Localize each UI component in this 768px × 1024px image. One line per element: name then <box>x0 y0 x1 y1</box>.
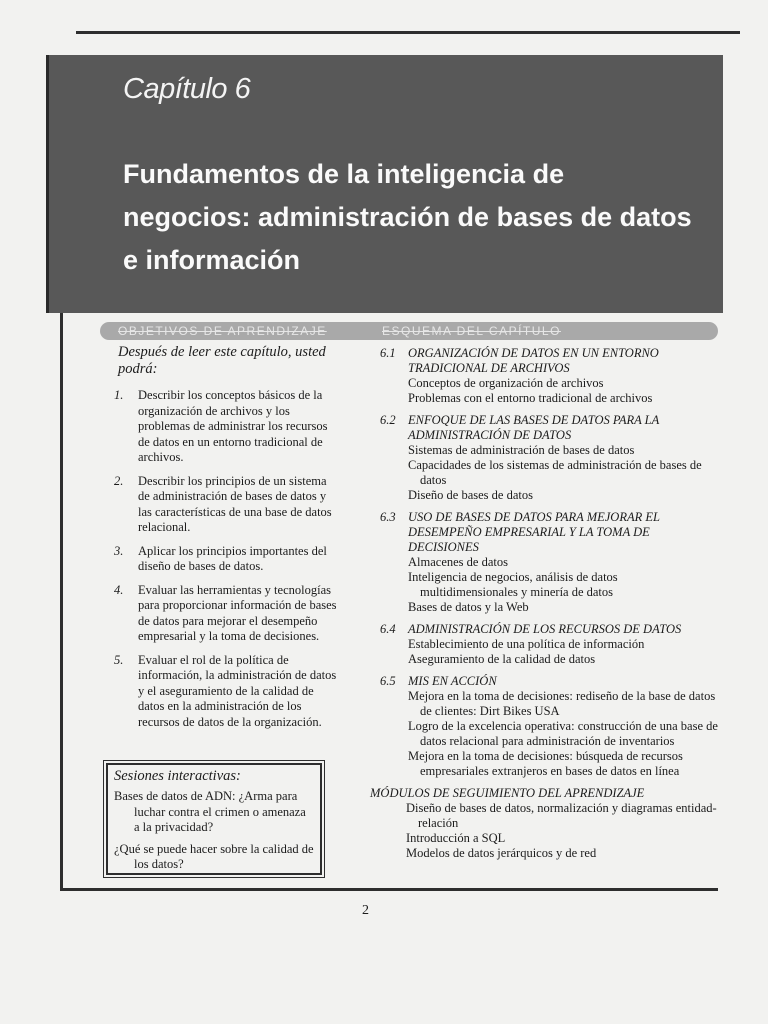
section-title: ENFOQUE DE LAS BASES DE DATOS PARA LA ADMINISTRACIÓN DE DATOS <box>408 413 660 442</box>
objectives-heading: OBJETIVOS DE APRENDIZAJE <box>118 324 327 338</box>
section-item: Mejora en la toma de decisiones: búsqueda de recursos empresariales extranjeros en bases de datos en línea <box>408 749 683 778</box>
objective-number: 5. <box>114 652 124 667</box>
modules-title: MÓDULOS DE SEGUIMIENTO DEL APRENDIZAJE <box>370 786 645 800</box>
section-item: Conceptos de organización de archivos <box>408 376 604 390</box>
section-item: Mejora en la toma de decisiones: rediseño de la base de datos de clientes: Dirt Bikes USA <box>408 689 716 718</box>
objective-item <box>106 544 338 575</box>
learning-objectives <box>106 344 338 738</box>
section-title: ADMINISTRACIÓN DE LOS RECURSOS DE DATOS <box>408 622 682 636</box>
section-title: MIS EN ACCIÓN <box>408 674 497 688</box>
chapter-outline <box>370 346 718 861</box>
session-item: Bases de datos de ADN: ¿Arma para luchar contra el crimen o amenaza a la privacidad? <box>114 789 306 834</box>
page-number: 2 <box>362 903 369 918</box>
page-frame-left <box>60 313 63 891</box>
section-item: Diseño de bases de datos <box>408 488 533 502</box>
module-item: Diseño de bases de datos, normalización y diagramas entidad-relación <box>406 801 717 830</box>
outline-heading: ESQUEMA DEL CAPÍTULO <box>382 324 561 338</box>
objective-item <box>106 583 338 645</box>
chapter-title: Fundamentos de la inteligencia de negocios: administración de bases de datos e información <box>123 159 692 275</box>
objective-text: Aplicar los principios importantes del diseño de bases de datos. <box>138 543 327 573</box>
section-number: 6.4 <box>380 622 396 636</box>
section-item: Inteligencia de negocios, análisis de datos multidimensionales y minería de datos <box>408 570 618 599</box>
outline-section <box>380 413 718 503</box>
objective-text: Describir los conceptos básicos de la organización de archivos y los problemas de administrar los recursos de datos en un entorno tradicional de archivos. <box>138 388 328 464</box>
module-item: Introducción a SQL <box>406 831 506 845</box>
section-item: Aseguramiento de la calidad de datos <box>408 652 596 666</box>
objective-number: 3. <box>114 543 124 558</box>
objective-item <box>106 474 338 536</box>
outline-section <box>380 510 718 615</box>
objective-item <box>106 653 338 731</box>
section-title: USO DE BASES DE DATOS PARA MEJORAR EL DESEMPEÑO EMPRESARIAL Y LA TOMA DE DECISIONES <box>408 510 660 554</box>
interactive-sessions-box <box>106 763 322 875</box>
section-item: Capacidades de los sistemas de administración de bases de datos <box>408 458 702 487</box>
chapter-label: Capítulo 6 <box>123 73 251 105</box>
session-item: ¿Qué se puede hacer sobre la calidad de los datos? <box>114 841 314 871</box>
outline-section <box>380 346 718 406</box>
outline-section <box>380 622 718 667</box>
learning-modules <box>370 786 718 861</box>
section-item: Establecimiento de una política de información <box>408 637 645 651</box>
objective-number: 2. <box>114 473 124 488</box>
section-number: 6.3 <box>380 510 396 524</box>
section-number: 6.5 <box>380 674 396 688</box>
module-item: Modelos de datos jerárquicos y de red <box>406 846 597 860</box>
chapter-header <box>46 55 723 313</box>
page-frame-top <box>76 31 740 34</box>
section-item: Sistemas de administración de bases de datos <box>408 443 635 457</box>
section-item: Logro de la excelencia operativa: construcción de una base de datos relacional para administración de inventarios <box>408 719 718 748</box>
section-item: Bases de datos y la Web <box>408 600 529 614</box>
section-title: ORGANIZACIÓN DE DATOS EN UN ENTORNO TRADICIONAL DE ARCHIVOS <box>408 346 659 375</box>
objective-number: 1. <box>114 388 124 402</box>
page-frame-bottom <box>60 888 718 891</box>
section-item: Problemas con el entorno tradicional de archivos <box>408 391 653 405</box>
objective-number: 4. <box>114 582 124 597</box>
objective-text: Evaluar el rol de la política de información, la administración de datos y el aseguramiento de la calidad de datos en la administración de los recursos de datos de la organización. <box>138 652 337 729</box>
section-item: Almacenes de datos <box>408 555 508 569</box>
objective-text: Evaluar las herramientas y tecnologías para proporcionar información de bases de datos para mejorar el desempeño empresarial y la toma de decisiones. <box>138 582 337 643</box>
section-number: 6.1 <box>380 346 396 360</box>
objectives-intro: Después de leer este capítulo, usted podrá: <box>118 344 326 377</box>
outline-section <box>380 674 718 779</box>
objective-item <box>106 388 338 466</box>
section-bar <box>100 322 718 340</box>
objective-text: Describir los principios de un sistema de administración de bases de datos y las características de una base de datos relacional. <box>138 473 332 534</box>
section-number: 6.2 <box>380 413 396 427</box>
sessions-title: Sesiones interactivas: <box>114 768 241 784</box>
